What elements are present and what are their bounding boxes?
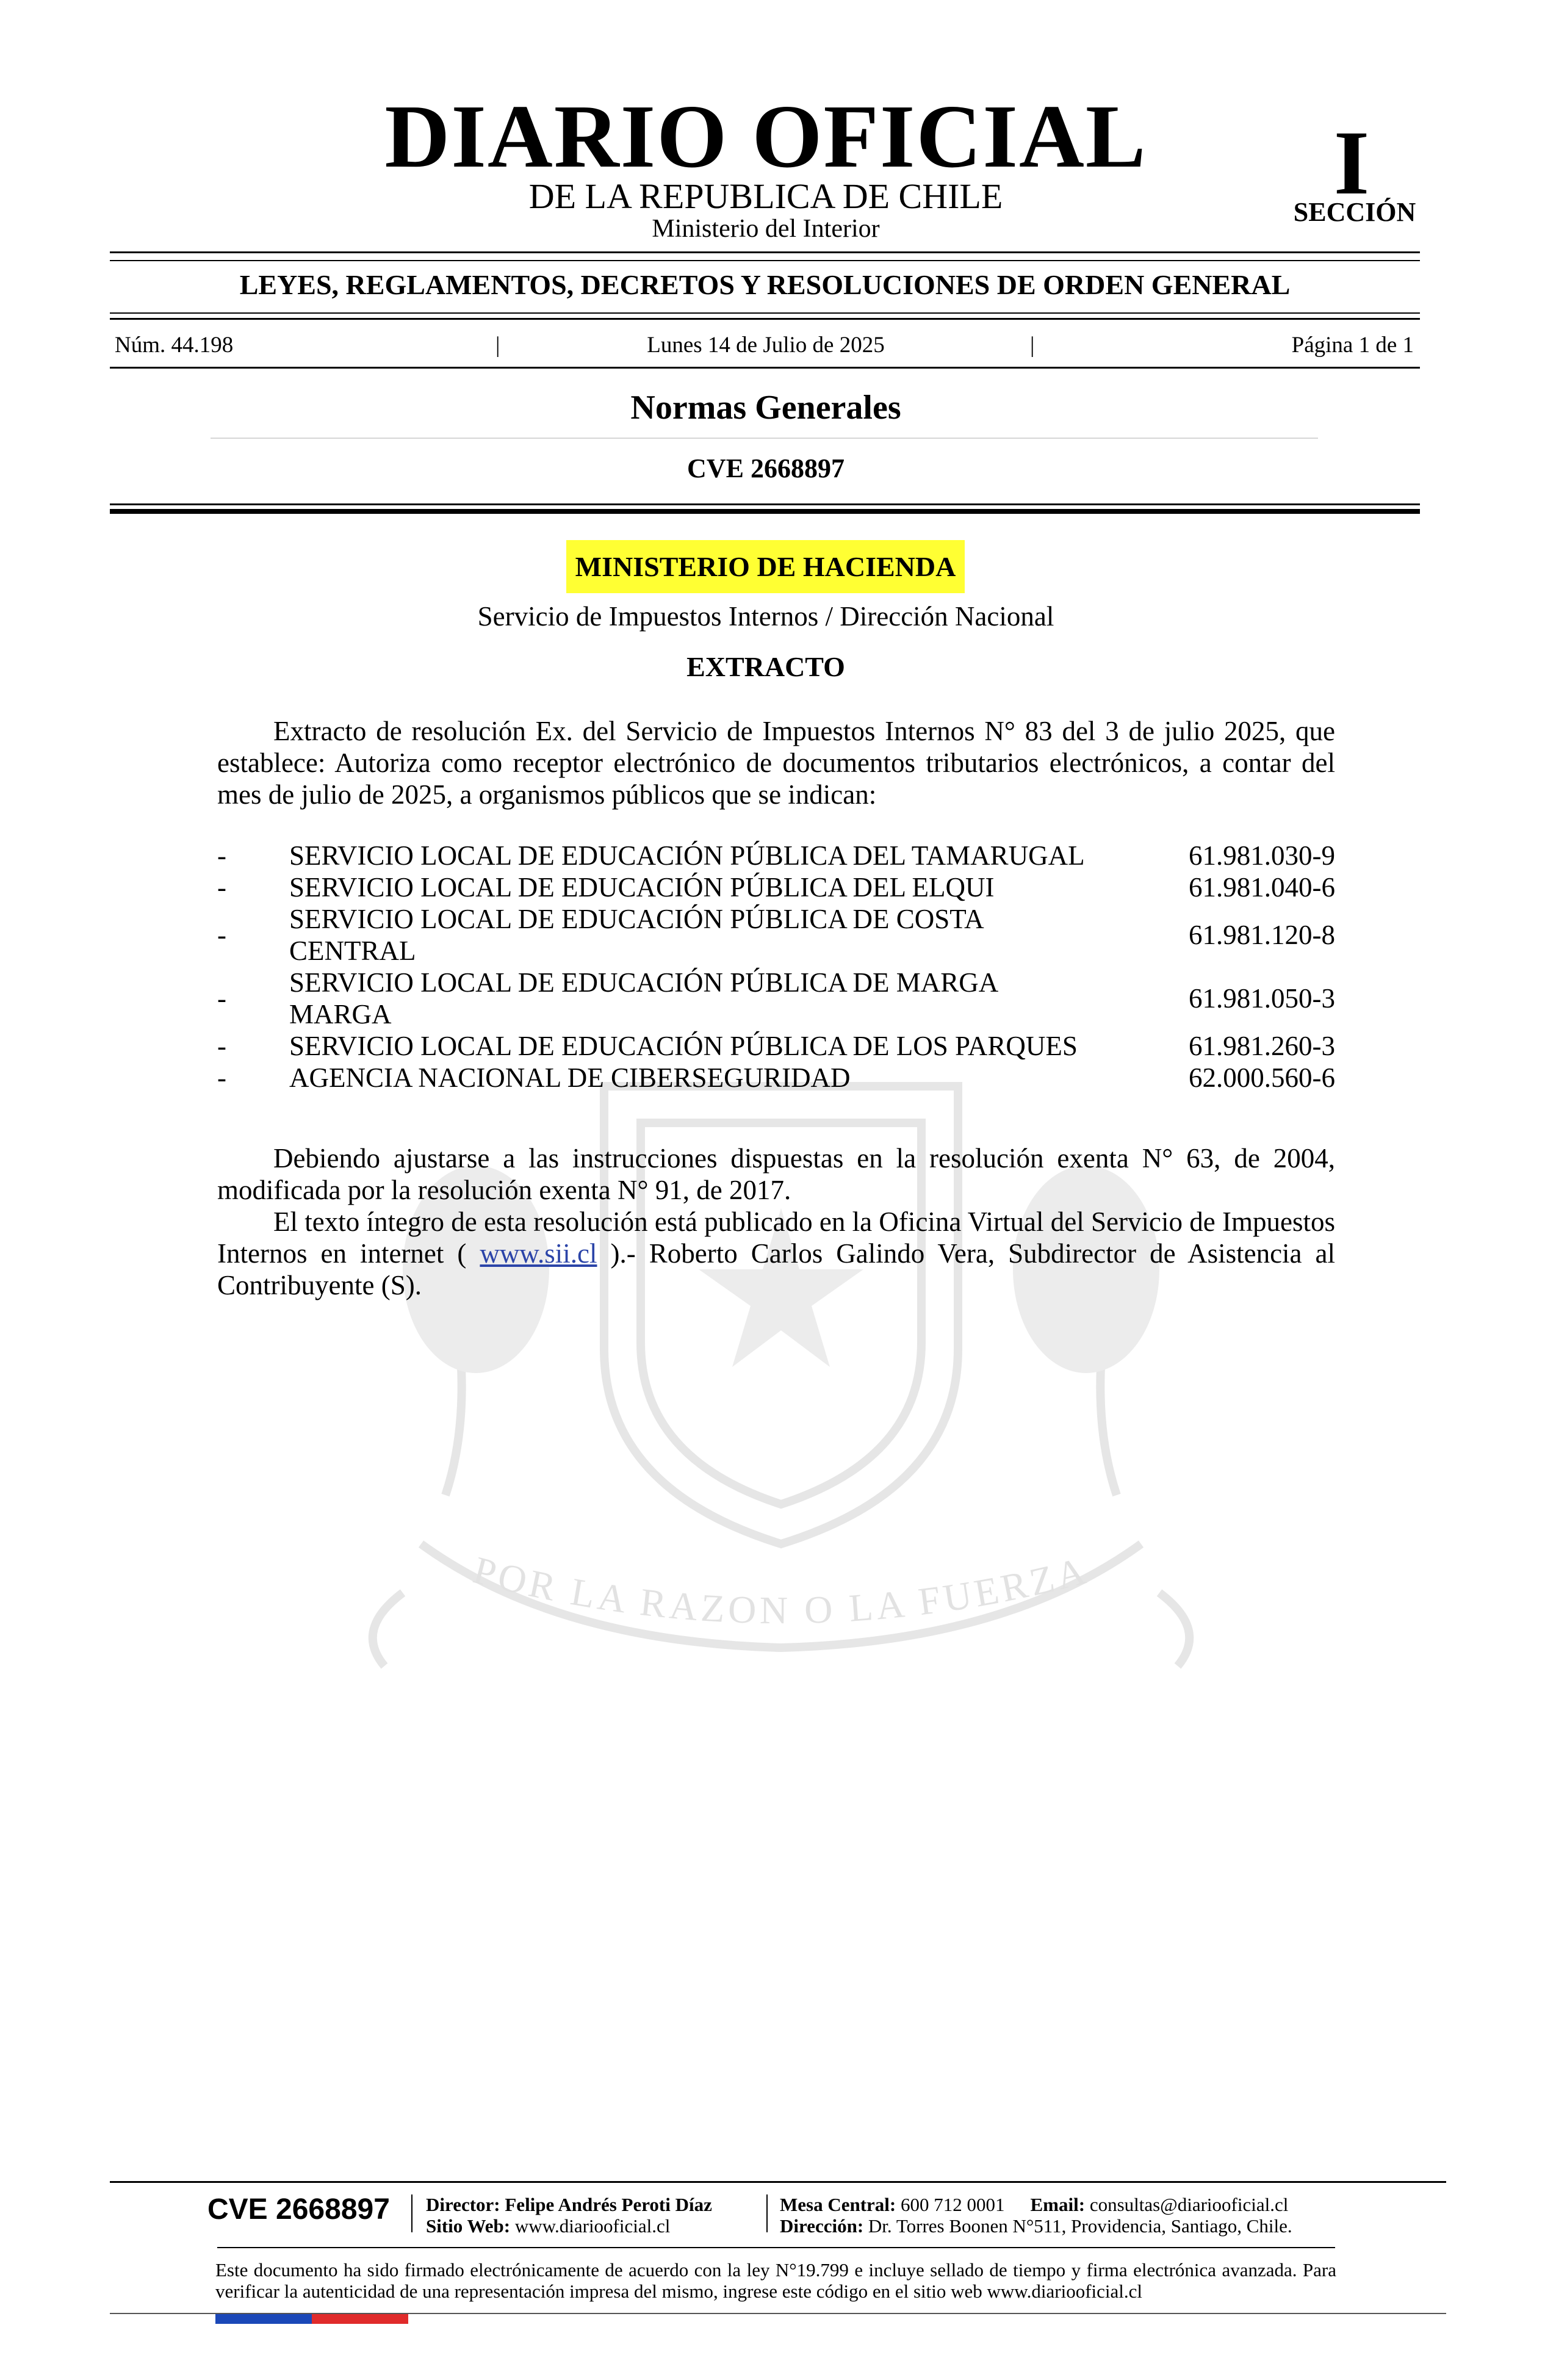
- cve-rule-thin: [110, 503, 1420, 505]
- section-label: SECCIÓN: [1293, 197, 1416, 227]
- instructions-paragraph: Debiendo ajustarse a las instrucciones dispuestas en la resolución exenta N° 63, de 2004, modificada por la resolución exenta N° 91, de 2017.: [217, 1143, 1335, 1205]
- category-banner: LEYES, REGLAMENTOS, DECRETOS Y RESOLUCIONES DE ORDEN GENERAL: [239, 269, 1291, 300]
- list-dash: -: [217, 840, 226, 871]
- email-label: Email:: [1030, 2194, 1086, 2215]
- footer-legal-rule: [217, 2247, 1335, 2248]
- list-item: [217, 871, 1335, 903]
- list-item: [217, 967, 1335, 1030]
- director-label: Director:: [426, 2194, 500, 2215]
- cve-code: CVE 2668897: [687, 453, 845, 483]
- list-dash: -: [217, 872, 226, 903]
- norm-divider: [211, 438, 1318, 439]
- footer-address: [780, 2216, 1292, 2235]
- organization-rut: 61.981.260-3: [1189, 1031, 1335, 1061]
- organization-name: SERVICIO LOCAL DE EDUCACIÓN PÚBLICA DE COSTA CENTRAL: [289, 904, 983, 966]
- cve-rule-thick: [110, 509, 1420, 514]
- phone-number: 600 712 0001: [901, 2194, 1005, 2215]
- page-indicator: Página 1 de 1: [1291, 333, 1414, 358]
- publication-text: El texto íntegro de esta resolución está publicado en la Oficina Virtual del Servicio de Impuestos Internos en internet (: [217, 1206, 1335, 1269]
- organization-name: SERVICIO LOCAL DE EDUCACIÓN PÚBLICA DEL TAMARUGAL: [289, 840, 1085, 871]
- category-rule-top: [110, 312, 1420, 314]
- phone-label: Mesa Central:: [780, 2194, 896, 2215]
- watermark-motto: POR LA RAZON O LA FUERZA: [469, 1548, 1093, 1632]
- address-label: Dirección:: [780, 2215, 864, 2237]
- list-item: [217, 840, 1335, 871]
- issue-rule: [110, 367, 1420, 369]
- footer-cve-code: CVE 2668897: [207, 2193, 390, 2226]
- footer-legal-notice: Este documento ha sido firmado electrónicamente de acuerdo con la ley N°19.799 e incluye sellado de tiempo y firma electrónica avanzada. Para verificar la autenticidad de una representación impresa del mismo, ingrese este código en el sitio web www.diariooficial.cl: [215, 2259, 1336, 2302]
- flag-stripe-blue: [215, 2314, 312, 2324]
- ministry-highlight: MINISTERIO DE HACIENDA: [566, 540, 965, 593]
- newspaper-title: DIARIO OFICIAL: [384, 87, 1147, 187]
- newspaper-ministry: Ministerio del Interior: [652, 215, 880, 243]
- flag-stripe-red: [312, 2314, 408, 2324]
- issue-separator: |: [495, 333, 500, 358]
- organization-name: AGENCIA NACIONAL DE CIBERSEGURIDAD: [289, 1062, 851, 1093]
- website-link[interactable]: www.diariooficial.cl: [514, 2215, 671, 2237]
- publication-paragraph: [217, 1206, 1335, 1301]
- issue-number: Núm. 44.198: [115, 333, 234, 358]
- issuing-service: Servicio de Impuestos Internos / Dirección Nacional: [477, 601, 1054, 632]
- category-rule-bottom: [110, 318, 1420, 320]
- organization-rut: 61.981.040-6: [1189, 872, 1335, 903]
- footer-director: [426, 2195, 712, 2214]
- organization-rut: 61.981.120-8: [1189, 920, 1335, 950]
- footer-rule: [110, 2181, 1446, 2183]
- list-dash: -: [217, 1062, 226, 1093]
- intro-paragraph: Extracto de resolución Ex. del Servicio de Impuestos Internos N° 83 del 3 de julio 2025, que establece: Autoriza como receptor electrónico de documentos tributarios electrónicos, a contar del mes de julio de 2025, a organismos públicos que se indican:: [217, 716, 1335, 810]
- list-item: [217, 903, 1335, 967]
- organization-name: SERVICIO LOCAL DE EDUCACIÓN PÚBLICA DEL ELQUI: [289, 872, 995, 903]
- masthead-rule-top-thin: [110, 260, 1420, 261]
- organization-list: [217, 840, 1335, 1094]
- organization-rut: 62.000.560-6: [1189, 1062, 1335, 1093]
- list-item: [217, 1062, 1335, 1094]
- website-label: Sitio Web:: [426, 2215, 511, 2237]
- norm-type-heading: Normas Generales: [630, 389, 901, 427]
- section-number: I: [1333, 112, 1370, 214]
- organization-rut: 61.981.030-9: [1189, 840, 1335, 871]
- organization-rut: 61.981.050-3: [1189, 983, 1335, 1014]
- footer-website: [426, 2216, 670, 2235]
- organization-name: SERVICIO LOCAL DE EDUCACIÓN PÚBLICA DE LOS PARQUES: [289, 1031, 1078, 1061]
- footer-divider: [411, 2194, 412, 2232]
- address-text: Dr. Torres Boonen N°511, Providencia, Santiago, Chile.: [868, 2215, 1292, 2237]
- footer-contact: [780, 2195, 1288, 2214]
- publication-signature: ).- Roberto Carlos Galindo Vera, Subdirector de Asistencia al Contribuyente (S).: [217, 1238, 1336, 1300]
- footer-divider: [766, 2194, 768, 2232]
- director-name: Felipe Andrés Peroti Díaz: [505, 2194, 712, 2215]
- newspaper-subtitle: DE LA REPUBLICA DE CHILE: [528, 176, 1003, 216]
- list-dash: -: [217, 920, 226, 950]
- email-address[interactable]: consultas@diariooficial.cl: [1089, 2194, 1289, 2215]
- document-heading: EXTRACTO: [686, 651, 845, 682]
- list-dash: -: [217, 983, 226, 1014]
- sii-website-link[interactable]: www.sii.cl: [480, 1238, 597, 1269]
- issue-date: Lunes 14 de Julio de 2025: [647, 333, 885, 358]
- list-dash: -: [217, 1031, 226, 1061]
- organization-name: SERVICIO LOCAL DE EDUCACIÓN PÚBLICA DE MARGA MARGA: [289, 967, 997, 1030]
- issue-separator: |: [1030, 333, 1035, 358]
- list-item: [217, 1030, 1335, 1062]
- masthead-rule-top: [110, 251, 1420, 253]
- coat-of-arms-watermark: [262, 1007, 1300, 1690]
